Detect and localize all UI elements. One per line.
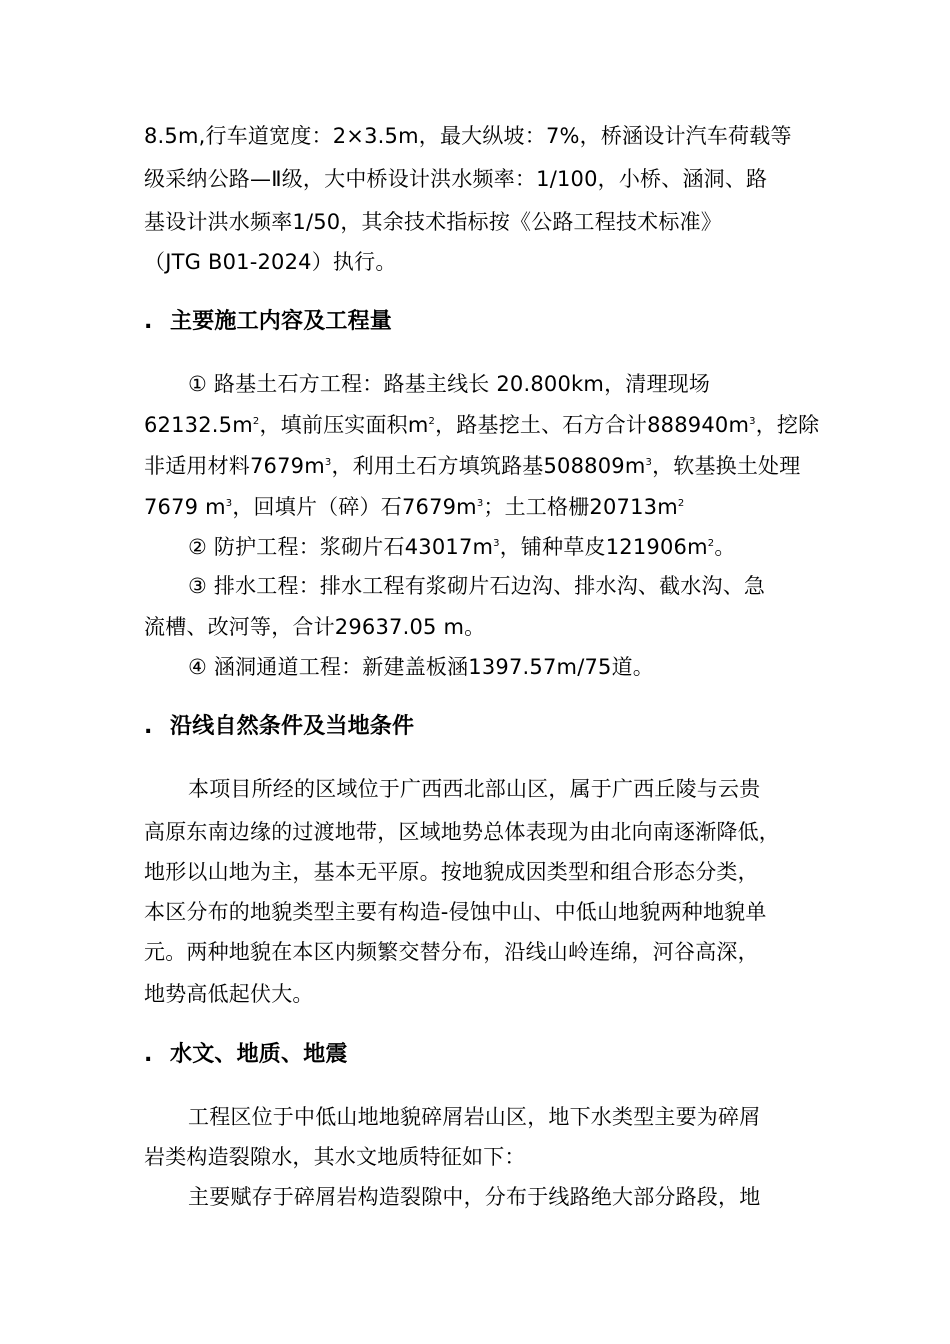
heading-text: 水文、地质、地震 bbox=[170, 1042, 348, 1067]
section-heading-natural-conditions bbox=[144, 713, 414, 741]
heading-dot: . bbox=[144, 309, 153, 334]
heading-dot: . bbox=[144, 1042, 153, 1067]
item2-line: ② 防护工程：浆砌片石$43017m^3$，铺种草皮$121906m^2$。 bbox=[188, 535, 736, 559]
intro-line-4: （JTG B01-2024）执行。 bbox=[144, 250, 397, 274]
intro-line-3: 基设计洪水频率1/50，其余技术指标按《公路工程技术标准》 bbox=[144, 210, 722, 234]
item1-line-2: $62132.5m^2$，填前压实面积$m^2$，路基挖土、石方合计$888940m^3$，挖除 bbox=[144, 413, 820, 437]
heading-text: 主要施工内容及工程量 bbox=[170, 309, 393, 334]
item4-line: ④ 涵洞通道工程：新建盖板涵1397.57m/75道。 bbox=[188, 655, 654, 679]
item1-line-3: 非适用材料$7679m^3$，利用土石方填筑路基$508809m^3$，软基换土处理 bbox=[144, 454, 801, 478]
section2-line-1: 本项目所经的区域位于广西西北部山区，属于广西丘陵与云贵 bbox=[188, 777, 761, 801]
item3-line-2: 流槽、改河等，合计29637.05 m。 bbox=[144, 615, 486, 639]
section2-line-3: 地形以山地为主，基本无平原。按地貌成因类型和组合形态分类， bbox=[144, 860, 759, 884]
section2-line-6: 地势高低起伏大。 bbox=[144, 982, 314, 1006]
item1-line-4: 7679 $m^3$，回填片（碎）石$7679m^3$；土工格栅$20713m^2$ bbox=[144, 495, 685, 519]
section-heading-construction bbox=[144, 308, 392, 336]
section3-line-2: 岩类构造裂隙水，其水文地质特征如下： bbox=[144, 1145, 526, 1169]
section3-line-1: 工程区位于中低山地地貌碎屑岩山区，地下水类型主要为碎屑 bbox=[188, 1105, 761, 1129]
item3-line-1: ③ 排水工程：排水工程有浆砌片石边沟、排水沟、截水沟、急 bbox=[188, 574, 766, 598]
intro-line-1: 8.5m,行车道宽度：2×3.5m，最大纵坡：7%，桥涵设计汽车荷载等 bbox=[144, 124, 792, 148]
intro-line-2: 级采纳公路—Ⅱ级，大中桥设计洪水频率：1/100，小桥、涵洞、路 bbox=[144, 167, 768, 191]
section3-line-3: 主要赋存于碎屑岩构造裂隙中，分布于线路绝大部分路段，地 bbox=[188, 1185, 761, 1209]
item1-line-1: ① 路基土石方工程：路基主线长 20.800km，清理现场 bbox=[188, 372, 711, 396]
section2-line-5: 元。两种地貌在本区内频繁交替分布，沿线山岭连绵，河谷高深， bbox=[144, 940, 759, 964]
section-heading-hydrology bbox=[144, 1041, 348, 1069]
section2-line-2: 高原东南边缘的过渡地带，区域地势总体表现为由北向南逐渐降低， bbox=[144, 820, 780, 844]
section2-line-4: 本区分布的地貌类型主要有构造-侵蚀中山、中低山地貌两种地貌单 bbox=[144, 900, 767, 924]
heading-dot: . bbox=[144, 714, 153, 739]
heading-text: 沿线自然条件及当地条件 bbox=[170, 714, 415, 739]
